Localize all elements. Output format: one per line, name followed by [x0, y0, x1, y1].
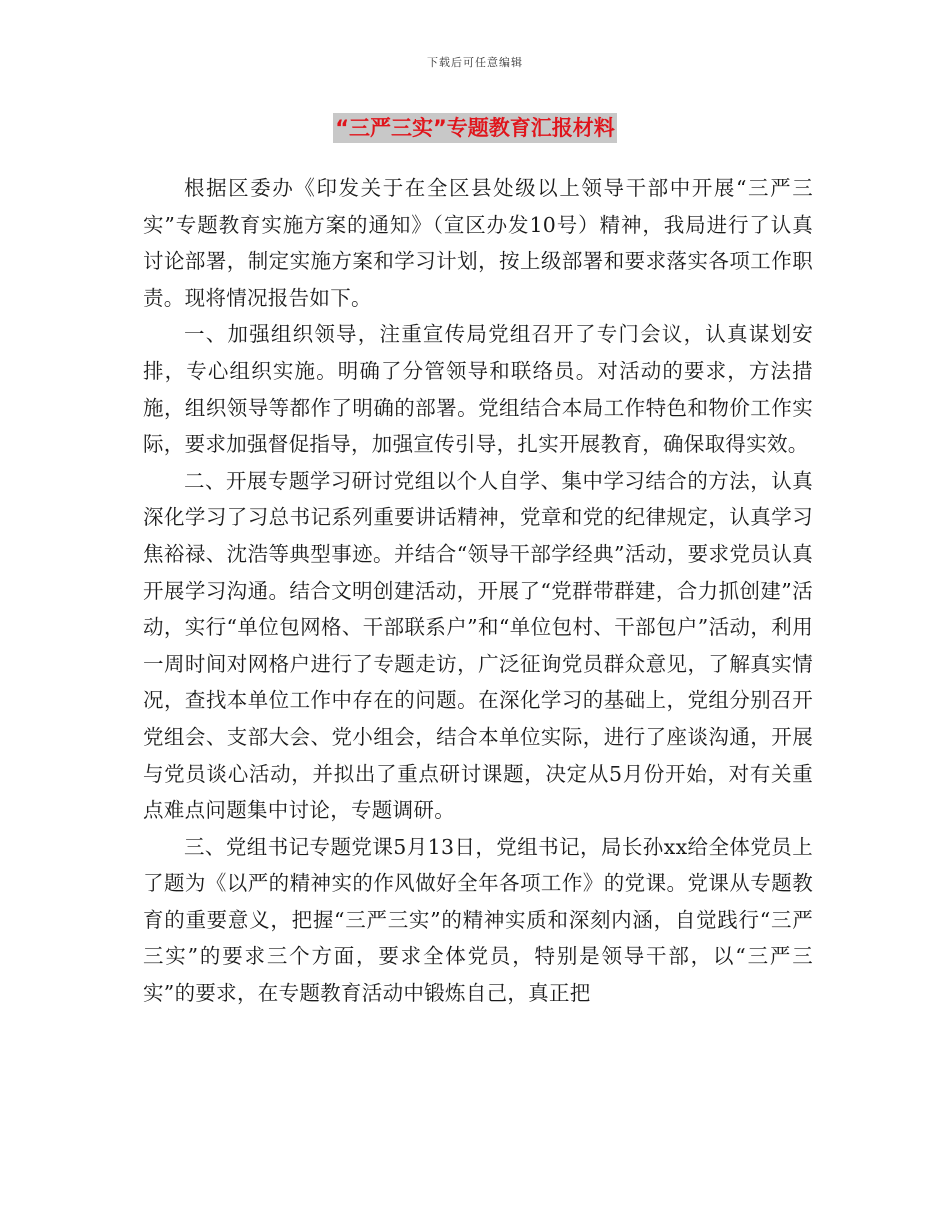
document-title: “三严三实”专题教育汇报材料 — [333, 113, 617, 143]
paragraph-section-1: 一、加强组织领导，注重宣传局党组召开了专门会议，认真谋划安排，专心组织实施。明确了分管领导和联络员。对活动的要求，方法措施，组织领导等都作了明确的部署。党组结合本局工作特色和物价工作实际，要求加强督促指导，加强宣传引导，扎实开展教育，确保取得实效。 — [143, 322, 813, 457]
paragraph-intro: 根据区委办《印发关于在全区县处级以上领导干部中开展“三严三实”专题教育实施方案的通知》（宣区办发10号）精神，我局进行了认真讨论部署，制定实施方案和学习计划，按上级部署和要求落实各项工作职责。现将情况报告如下。 — [143, 176, 813, 310]
title-container — [0, 113, 950, 143]
paragraph-section-3: 三、党组书记专题党课5月13日，党组书记，局长孙xx给全体党员上了题为《以严的精神实的作风做好全年各项工作》的党课。党课从专题教育的重要意义，把握“三严三实”的精神实质和深刻内涵，自觉践行“三严三实”的要求三个方面，要求全体党员，特别是领导干部，以“三严三实”的要求，在专题教育活动中锻炼自己，真正把 — [143, 834, 813, 1006]
paragraph-section-2: 二、开展专题学习研讨党组以个人自学、集中学习结合的方法，认真深化学习了习总书记系列重要讲话精神，党章和党的纪律规定，认真学习焦裕禄、沈浩等典型事迹。并结合“领导干部学经典”活动，要求党员认真开展学习沟通。结合文明创建活动，开展了“党群带群建，合力抓创建”活动，实行“单位包网格、干部联系户”和“单位包村、干部包户”活动，利用一周时间对网格户进行了专题走访，广泛征询党员群众意见，了解真实情况，查找本单位工作中存在的问题。在深化学习的基础上，党组分别召开党组会、支部大会、党小组会，结合本单位实际，进行了座谈沟通，开展与党员谈心活动，并拟出了重点研讨课题，决定从5月份开始，对有关重点难点问题集中讨论，专题调研。 — [143, 468, 813, 823]
document-body — [143, 170, 813, 1012]
header-note: 下载后可任意编辑 — [427, 56, 523, 69]
